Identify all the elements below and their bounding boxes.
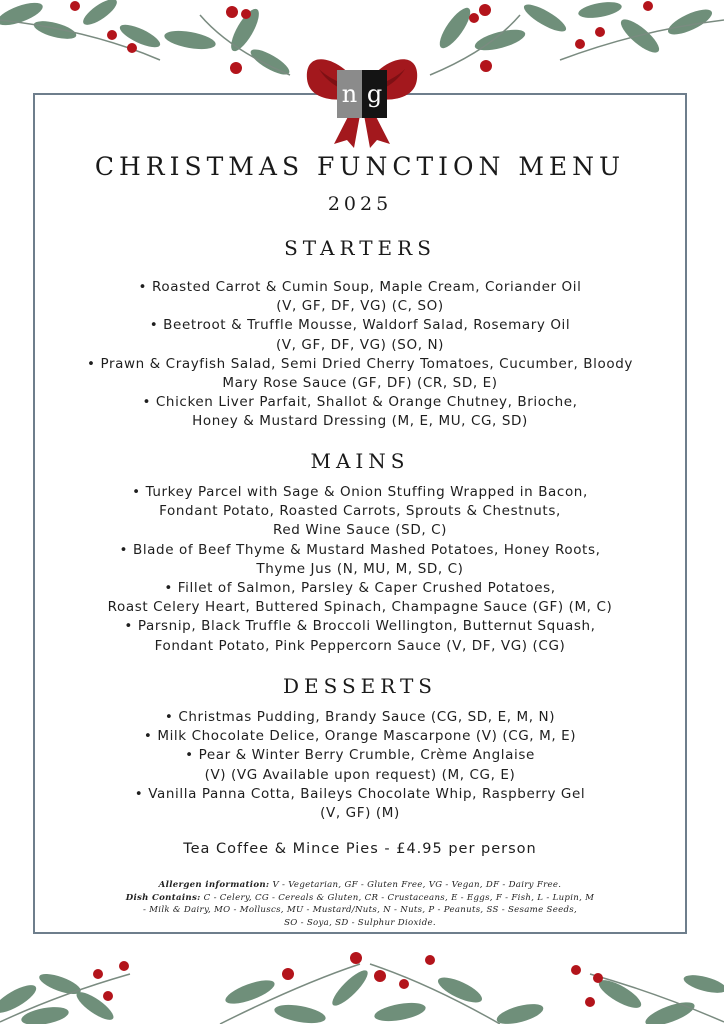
main-line: • Parsnip, Black Truffle & Broccoli Wellington, Butternut Squash, <box>124 618 596 635</box>
starter-line: • Beetroot & Truffle Mousse, Waldorf Salad, Rosemary Oil <box>149 317 571 334</box>
dessert-line: (V, GF) (M) <box>320 805 400 822</box>
starter-line: Mary Rose Sauce (GF, DF) (CR, SD, E) <box>222 375 498 392</box>
dish-contains-line: - Milk & Dairy, MO - Molluscs, MU - Mustard/Nuts, N - Nuts, P - Peanuts, SS - Sesame Seeds, <box>142 905 578 916</box>
logo-letter-n: n <box>337 70 362 118</box>
menu-year: 2025 <box>327 193 393 215</box>
main-line: Fondant Potato, Roasted Carrots, Sprouts & Chestnuts, <box>159 503 561 520</box>
starter-line: (V, GF, DF, VG) (C, SO) <box>276 298 444 315</box>
starter-line: • Chicken Liver Parfait, Shallot & Orange Chutney, Brioche, <box>142 394 578 411</box>
main-line: Roast Celery Heart, Buttered Spinach, Champagne Sauce (GF) (M, C) <box>107 599 613 616</box>
main-line: Red Wine Sauce (SD, C) <box>272 522 448 539</box>
logo-letter-g: g <box>362 70 387 118</box>
dish-contains-text: C - Celery, CG - Cereals & Gluten, CR - Crustaceans, E - Eggs, F - Fish, L - Lupin, M <box>203 892 595 903</box>
main-line: • Turkey Parcel with Sage & Onion Stuffing Wrapped in Bacon, <box>132 484 588 500</box>
dish-contains-label: Dish Contains: <box>125 892 201 903</box>
dessert-line: • Pear & Winter Berry Crumble, Crème Anglaise <box>185 747 535 764</box>
mains-list <box>40 483 680 656</box>
starter-line: • Prawn & Crayfish Salad, Semi Dried Cherry Tomatoes, Cucumber, Bloody <box>86 355 633 372</box>
starters-heading: STARTERS <box>284 236 436 260</box>
dish-contains-line <box>60 892 660 905</box>
ng-logo <box>337 70 387 118</box>
starter-line: (V, GF, DF, VG) (SO, N) <box>275 336 445 353</box>
allergen-info-text: V - Vegetarian, GF - Gluten Free, VG - Vegan, DF - Dairy Free. <box>272 880 562 890</box>
desserts-heading: DESSERTS <box>282 674 438 698</box>
desserts-list <box>40 708 680 823</box>
main-line: Thyme Jus (N, MU, M, SD, C) <box>256 560 464 577</box>
main-line: • Blade of Beef Thyme & Mustard Mashed Potatoes, Honey Roots, <box>119 541 601 558</box>
mains-heading: MAINS <box>310 449 410 473</box>
dish-contains-line: SO - Soya, SD - Sulphur Dioxide. <box>284 917 436 928</box>
starter-line: • Roasted Carrot & Cumin Soup, Maple Cream, Coriander Oil <box>138 279 582 295</box>
dessert-line: • Christmas Pudding, Brandy Sauce (CG, SD, E, M, N) <box>164 709 556 725</box>
menu-title: CHRISTMAS FUNCTION MENU <box>94 152 626 181</box>
starter-line: Honey & Mustard Dressing (M, E, MU, CG, SD) <box>192 413 528 430</box>
bottom-foliage-decoration <box>0 944 724 1024</box>
starters-list <box>40 278 680 432</box>
allergen-information <box>60 879 660 929</box>
allergen-info-line <box>60 879 660 892</box>
tea-coffee-price: Tea Coffee & Mince Pies - £4.95 per person <box>183 841 537 857</box>
main-line: • Fillet of Salmon, Parsley & Caper Crushed Potatoes, <box>164 580 556 597</box>
dessert-line: • Vanilla Panna Cotta, Baileys Chocolate Whip, Raspberry Gel <box>134 785 586 802</box>
main-line: Fondant Potato, Pink Peppercorn Sauce (V, DF, VG) (CG) <box>154 637 566 654</box>
dessert-line: (V) (VG Available upon request) (M, CG, E) <box>204 766 516 783</box>
allergen-info-label: Allergen information: <box>158 880 270 890</box>
dessert-line: • Milk Chocolate Delice, Orange Mascarpone (V) (CG, M, E) <box>143 728 577 745</box>
